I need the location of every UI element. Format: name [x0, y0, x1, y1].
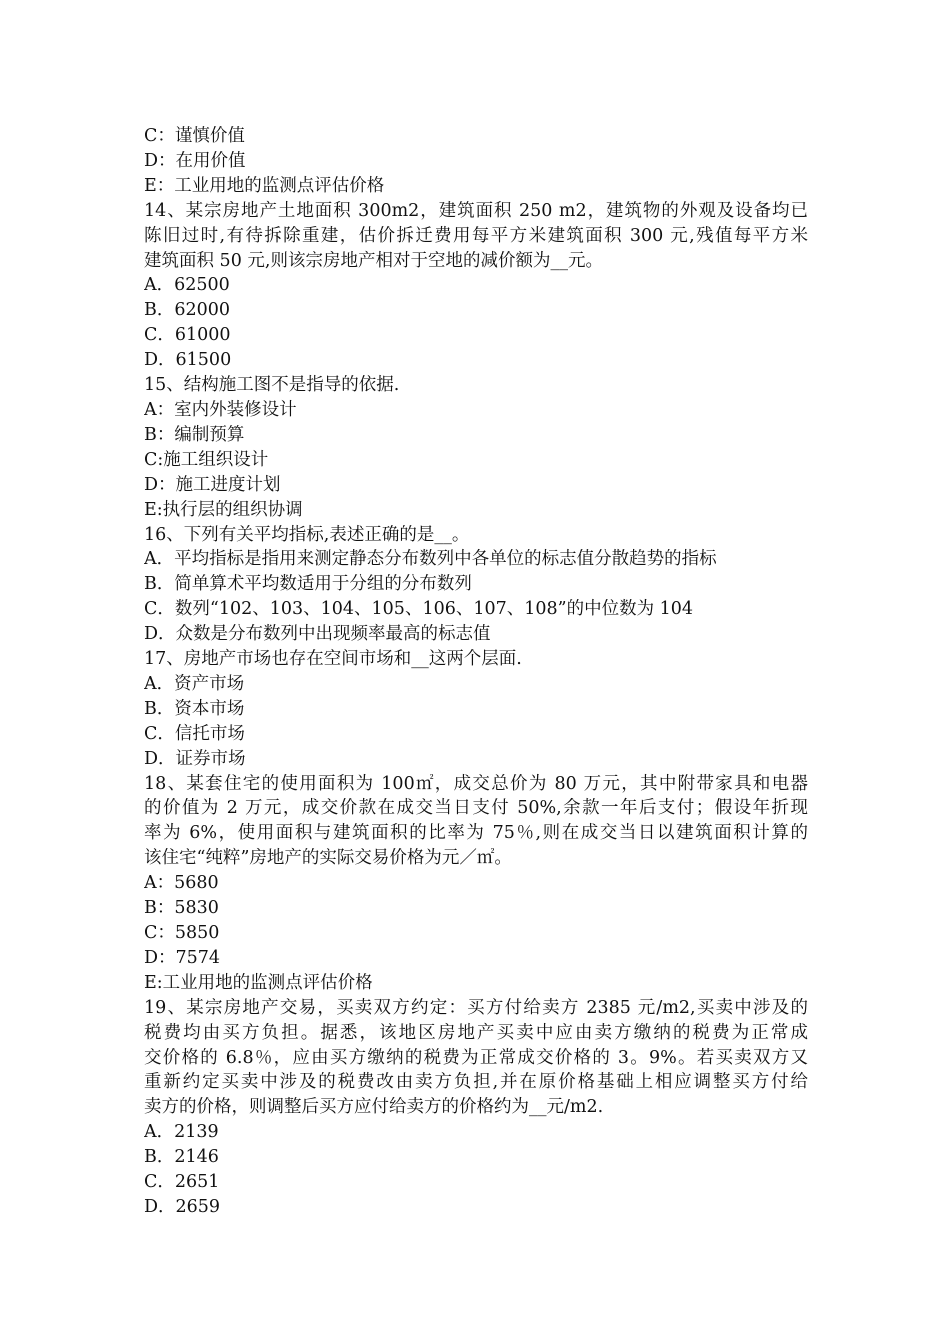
text-line: 19、某宗房地产交易，买卖双方约定：买方付给卖方 2385 元/m2,买卖中涉及的: [144, 997, 808, 1018]
text-line: B．2146: [144, 1147, 219, 1168]
text-line: B．简单算术平均数适用于分组的分布数列: [144, 574, 472, 595]
document-body: [144, 124, 808, 1220]
text-line: B．62000: [144, 300, 231, 321]
text-line: E:执行层的组织协调: [144, 499, 303, 520]
text-line: D．61500: [144, 350, 232, 371]
text-line: C．数列“102、103、104、105、106、107、108”的中位数为 104: [144, 599, 694, 620]
text-line: B：编制预算: [144, 424, 245, 445]
text-line: A．2139: [144, 1122, 219, 1143]
text-line: C．2651: [144, 1172, 220, 1193]
text-line: 率为 6%，使用面积与建筑面积的比率为 75％,则在成交当日以建筑面积计算的: [144, 823, 808, 844]
text-line: A．62500: [144, 275, 230, 296]
text-line: A：5680: [144, 873, 219, 894]
text-line: D：在用价值: [144, 150, 246, 171]
text-line: A．资产市场: [144, 673, 245, 694]
text-line: 交价格的 6.8％，应由买方缴纳的税费为正常成交价格的 3。9%。若买卖双方又: [144, 1047, 808, 1068]
text-line: 14、某宗房地产土地面积 300m2，建筑面积 250 m2，建筑物的外观及设备均已: [144, 200, 808, 221]
text-line: 卖方的价格，则调整后买方应付给卖方的价格约为__元/m2.: [144, 1097, 604, 1118]
text-line: D：施工进度计划: [144, 474, 281, 495]
text-line: 陈旧过时,有待拆除重建，估价拆迁费用每平方米建筑面积 300 元,残值每平方米: [144, 225, 808, 246]
text-line: B．资本市场: [144, 698, 245, 719]
text-line: 重新约定买卖中涉及的税费改由卖方负担,并在原价格基础上相应调整买方付给: [144, 1072, 808, 1093]
text-line: D．众数是分布数列中出现频率最高的标志值: [144, 624, 491, 645]
text-line: 15、结构施工图不是指导的依据.: [144, 375, 400, 396]
text-line: D．证券市场: [144, 748, 246, 769]
text-line: 税费均由买方负担。据悉，该地区房地产买卖中应由卖方缴纳的税费为正常成: [144, 1022, 808, 1043]
text-line: 17、房地产市场也存在空间市场和__这两个层面.: [144, 649, 522, 670]
text-line: A．平均指标是指用来测定静态分布数列中各单位的标志值分散趋势的指标: [144, 549, 717, 570]
text-line: C:施工组织设计: [144, 449, 269, 470]
text-line: A：室内外装修设计: [144, 399, 297, 420]
text-line: 建筑面积 50 元,则该宗房地产相对于空地的减价额为__元。: [144, 250, 603, 271]
text-line: C．61000: [144, 325, 231, 346]
text-line: 该住宅“纯粹”房地产的实际交易价格为元／㎡。: [144, 848, 512, 869]
text-line: C：谨慎价值: [144, 126, 245, 146]
text-line: B：5830: [144, 898, 219, 919]
text-line: D：7574: [144, 947, 221, 968]
text-line: 的价值为 2 万元，成交价款在成交当日支付 50%,余款一年后支付；假设年折现: [144, 798, 808, 819]
text-line: C：5850: [144, 923, 220, 943]
text-line: C．信托市场: [144, 723, 245, 744]
text-line: D．2659: [144, 1196, 221, 1217]
text-line: E:工业用地的监测点评估价格: [144, 972, 373, 993]
text-line: 16、下列有关平均指标,表述正确的是__。: [144, 524, 470, 545]
text-line: E：工业用地的监测点评估价格: [144, 175, 385, 196]
text-line: 18、某套住宅的使用面积为 100㎡，成交总价为 80 万元，其中附带家具和电器: [144, 773, 808, 794]
